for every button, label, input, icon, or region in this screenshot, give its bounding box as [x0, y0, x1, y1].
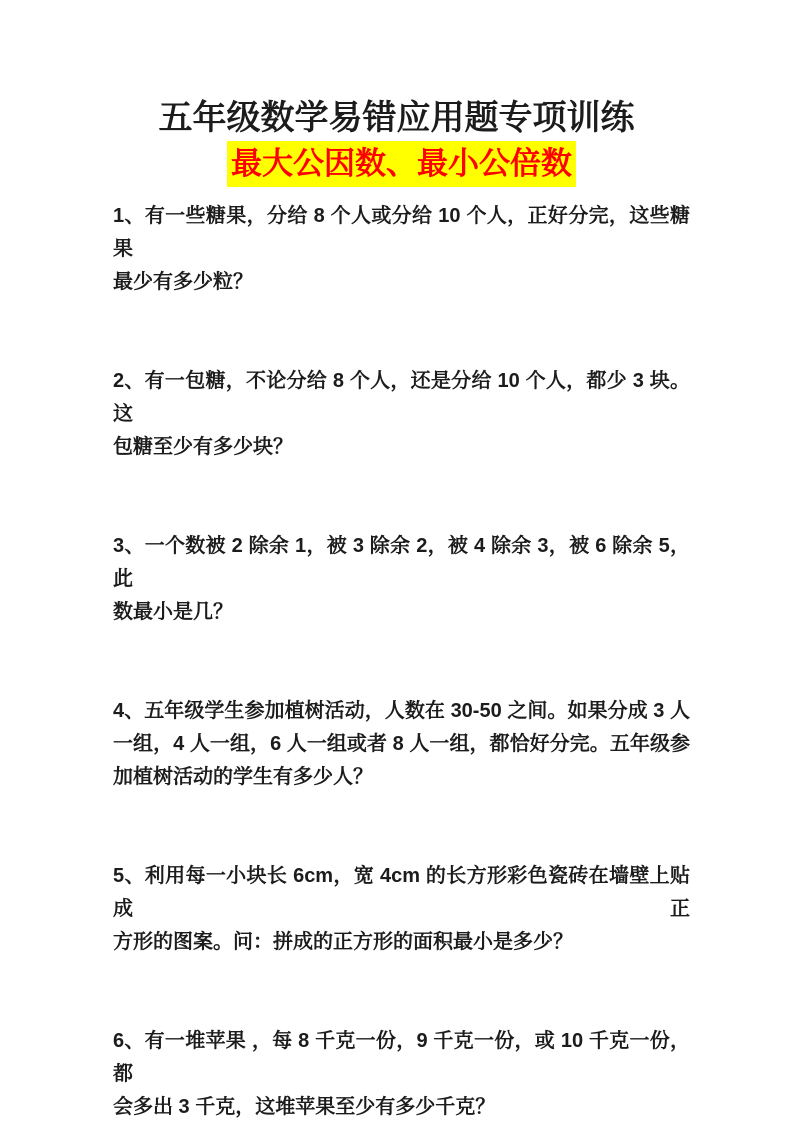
- problem-list: [113, 200, 690, 1122]
- problem-item-6: [113, 1025, 690, 1122]
- problem-1-line-1: 1、有一些糖果，分给 8 个人或分给 10 个人，正好分完，这些糖果: [113, 205, 690, 260]
- worksheet-subtitle: 最大公因数、最小公倍数: [227, 141, 576, 187]
- worksheet-title: 五年级数学易错应用题专项训练: [158, 99, 635, 137]
- problem-2-line-2: 包糖至少有多少块？: [113, 436, 293, 458]
- problem-item-2: [113, 365, 690, 464]
- problem-3-line-2: 数最小是几？: [113, 601, 233, 623]
- problem-4-line-2: 一组，4 人一组，6 人一组或者 8 人一组，都恰好分完。五年级参: [113, 733, 690, 755]
- problem-3-line-1: 3、一个数被 2 除余 1，被 3 除余 2，被 4 除余 3，被 6 除余 5，此: [113, 535, 690, 590]
- problem-6-line-2: 会多出 3 千克，这堆苹果至少有多少千克？: [113, 1096, 496, 1118]
- problem-1-line-2: 最少有多少粒？: [113, 271, 253, 293]
- problem-4-line-1: 4、五年级学生参加植树活动，人数在 30-50 之间。如果分成 3 人: [113, 700, 690, 722]
- problem-item-5: [113, 860, 690, 959]
- subtitle-row: [113, 141, 690, 187]
- problem-5-line-1: 5、利用每一小块长 6cm，宽 4cm 的长方形彩色瓷砖在墙壁上贴成正: [113, 865, 690, 920]
- problem-2-line-1: 2、有一包糖，不论分给 8 个人，还是分给 10 个人，都少 3 块。这: [113, 370, 690, 425]
- problem-4-line-3: 加植树活动的学生有多少人？: [113, 766, 373, 788]
- problem-5-line-2: 方形的图案。问：拼成的正方形的面积最小是多少？: [113, 931, 573, 953]
- worksheet-page: [0, 99, 793, 1122]
- problem-item-3: [113, 530, 690, 629]
- problem-item-1: [113, 200, 690, 299]
- problem-item-4: [113, 695, 690, 794]
- problem-6-line-1: 6、有一堆苹果 ，每 8 千克一份，9 千克一份，或 10 千克一份，都: [113, 1030, 690, 1085]
